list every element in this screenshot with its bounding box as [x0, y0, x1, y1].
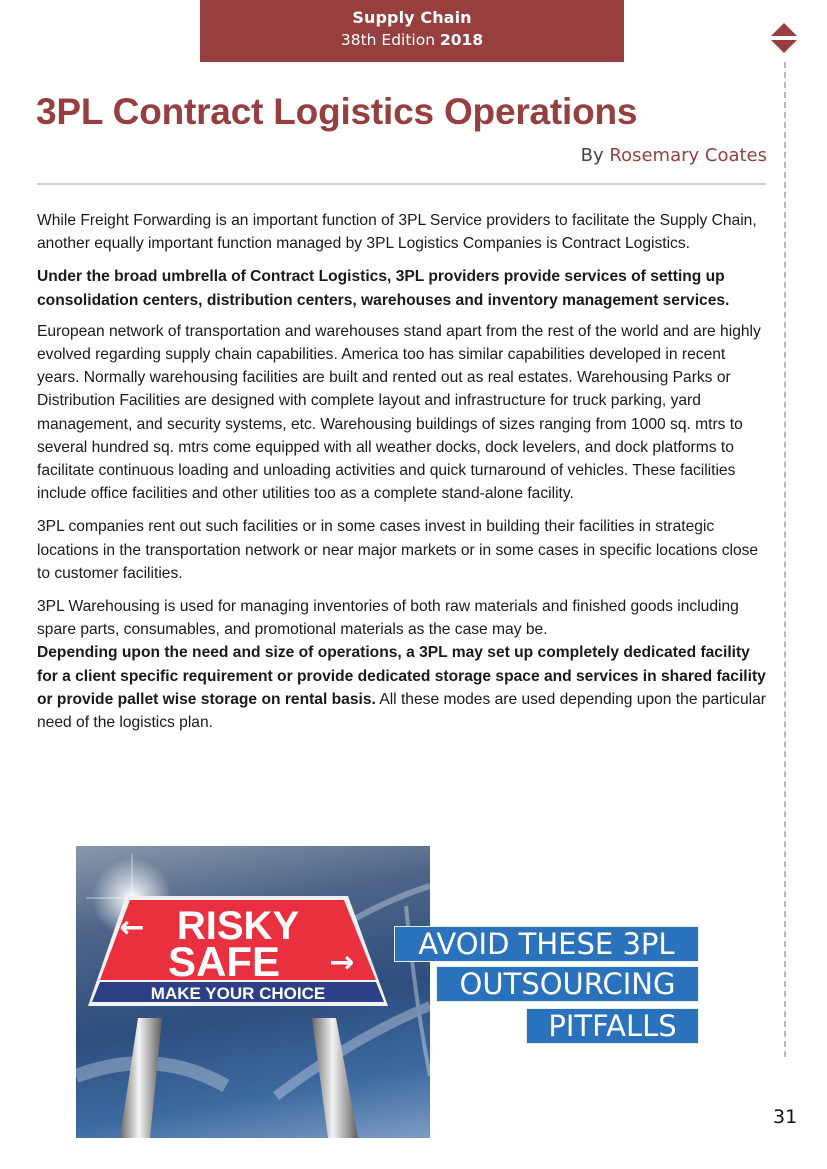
paragraph: While Freight Forwarding is an important function of 3PL Service providers to facilitate the Supply Chain, another equally important function managed by 3PL Logistics Companies is Contract Logistics.: [37, 212, 757, 253]
callout-line: OUTSOURCING: [436, 966, 699, 1002]
sign-text-risky: RISKY: [176, 904, 300, 948]
author-name: Rosemary Coates: [609, 145, 767, 166]
edition-label: [200, 31, 624, 49]
publication-name: Supply Chain: [352, 8, 472, 27]
page-title: 3PL Contract Logistics Operations: [36, 91, 638, 132]
risky-safe-sign-image: [76, 846, 430, 1138]
sign-pole-right: [312, 1018, 358, 1138]
paragraph: [37, 641, 770, 734]
article-body: [37, 209, 770, 744]
byline: [581, 145, 767, 166]
margin-dashed-rule: [784, 62, 786, 1057]
paragraph: 3PL companies rent out such facilities or in some cases invest in building their facilities in strategic locations in the transportation network or near major markets or in some cases in specific locations close to customer facilities.: [37, 518, 759, 582]
right-arrow-icon: →: [329, 945, 355, 980]
sign-text-safe: SAFE: [167, 938, 281, 985]
paragraph-tail: All these modes are used depending upon the particular need of the logistics plan.: [37, 690, 766, 732]
paragraph-bold-lead: Depending upon the need and size of operations, a 3PL may set up completely dedicated facility for a client specific requirement or provide dedicated storage space and services in shared facility or provide pallet wise storage on rental basis.: [37, 644, 766, 708]
header-banner: [200, 0, 624, 62]
paragraph: European network of transportation and warehouses stand apart from the rest of the world and are highly evolved regarding supply chain capabilities. America too has similar capabilities developed in recent years. Normally warehousing facilities are built and rented out as real estates. Warehousing Parks or Distribution Facilities are designed with complete layout and infrastructure for truck parking, yard management, and security systems, etc. Warehousing buildings of sizes ranging from 1000 sq. mtrs to several hundred sq. mtrs come equipped with all weather docks, dock levelers, and dock platforms to facilitate continuous loading and unloading activities and quick turnaround of vehicles. These facilities include office facilities and other utilities too as a complete stand-alone facility.: [37, 322, 761, 503]
paragraph-bold: Under the broad umbrella of Contract Logistics, 3PL providers provide services of setting up consolidation centers, distribution centers, warehouses and inventory management services.: [37, 268, 730, 309]
callout-line: PITFALLS: [526, 1008, 699, 1044]
sign-text-make-your-choice: MAKE YOUR CHOICE: [150, 984, 326, 1003]
edition-year: 2018: [439, 31, 484, 49]
callout-line: AVOID THESE 3PL: [394, 926, 699, 962]
left-arrow-icon: ←: [119, 910, 145, 945]
byline-prefix: By: [580, 145, 604, 166]
paragraph: 3PL Warehousing is used for managing inventories of both raw materials and finished goods including spare parts, consumables, and promotional materials as the case may be.: [37, 598, 739, 639]
edition-prefix: 38th Edition: [340, 31, 436, 49]
sign-pole-left: [120, 1018, 162, 1138]
page-number: 31: [773, 1106, 798, 1128]
up-down-diamond-icon[interactable]: [771, 23, 797, 53]
title-divider: [37, 183, 766, 185]
